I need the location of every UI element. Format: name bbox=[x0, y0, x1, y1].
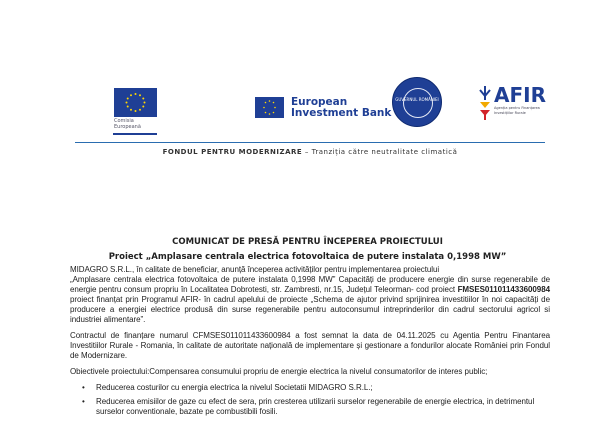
header-divider bbox=[75, 142, 545, 143]
text: proiect finanțat bbox=[70, 295, 123, 304]
afir-logo-text: AFIR bbox=[494, 83, 546, 107]
objectives-intro: Obiectivele proiectului:Compensarea consumului propriu de energie electrica la nivelul consumatorilor de interes public; bbox=[70, 367, 488, 376]
press-release-title: COMUNICAT DE PRESĂ PENTRU ÎNCEPEREA PROIECTULUI bbox=[172, 237, 443, 247]
text: prin Programul AFIR- în cadrul apelului de proiecte „Schema de ajutor privind sprijinirea investitiilor în noi capacități de producere a energiei electrice bbox=[70, 295, 550, 314]
seal-crest bbox=[403, 88, 433, 118]
eu-commission-caption: Comisia Europeană bbox=[114, 118, 141, 130]
fund-subtitle: – Tranziția către neutralitate climatică bbox=[302, 148, 458, 156]
project-title: Proiect „Amplasare centrala electrica fotovoltaica de putere instalata 0,1998 MW” bbox=[108, 252, 507, 262]
text: MIDAGRO S.R.L., în calitate de beneficiar, anunță începerea activităților pentru implementarea proiectului bbox=[70, 265, 440, 274]
eib-stars-icon bbox=[255, 97, 284, 118]
bullet-item bbox=[70, 397, 550, 417]
government-seal-logo bbox=[392, 77, 442, 127]
text: Reducerea emisiilor de gaze cu efect de sera, prin cresterea utilizarii surselor regenerabile de energie electrica, in detrimentul surselor bbox=[96, 397, 535, 416]
paragraph-contract bbox=[70, 331, 550, 361]
text: Reducerea costurilor cu energia electrica la nivelul Societatii MIDAGRO S.R.L.; bbox=[96, 383, 373, 392]
fund-banner bbox=[55, 148, 565, 156]
eu-flag-logo bbox=[114, 88, 157, 117]
eu-stars-icon bbox=[114, 88, 157, 117]
fund-title: FONDUL PENTRU MODERNIZARE bbox=[162, 148, 303, 156]
eib-logo-text bbox=[291, 97, 391, 119]
afir-wheat-icon bbox=[479, 86, 491, 120]
document-body bbox=[70, 265, 550, 421]
text: „Amplasare centrala electrica fotovoltaica de putere instalata 0,1998 MW” Capacități de producere energie din surse regenerabile de energie bbox=[70, 275, 550, 294]
eib-line-2: Investment Bank bbox=[291, 107, 392, 119]
seal-text: GUVERNUL ROMÂNIEI bbox=[395, 97, 439, 102]
text: pentru consum propriu în Localitatea Dobrotesti, str. Zambresti, nr.15, Județul Teleorman- cod proiect bbox=[98, 285, 458, 294]
eib-line-1: European bbox=[291, 96, 348, 108]
paragraph-intro bbox=[70, 265, 550, 325]
eu-logo-bar bbox=[113, 133, 157, 135]
bullet-item bbox=[70, 383, 550, 393]
text: conventionale, bazate pe combustibili fosili. bbox=[126, 407, 278, 416]
text: produsă din surse regenerabile pentru autoconsumul intreprinderilor din cadrul sectorului agricol si industriei alimentare”. bbox=[70, 305, 550, 324]
bullet-icon: • bbox=[82, 397, 85, 406]
project-code: FMSES011011433600984 bbox=[457, 285, 550, 294]
eib-flag-logo bbox=[255, 97, 284, 118]
text: Contractul de finanțare numarul CFMSES011011433600984 a fost semnat la data de 04.11.2025 cu Agentia Pentru Finantarea Investitiilor Rurale - bbox=[70, 331, 550, 350]
text: Romania, în calitate de autoritate națională de implementare și gestionare a fondurilor alocate României prin Fondul de Modernizare. bbox=[70, 341, 550, 360]
afir-logo-subtitle: Agenția pentru Finanțarea Investițiilor Rurale bbox=[494, 106, 540, 115]
bullet-icon: • bbox=[82, 383, 85, 392]
